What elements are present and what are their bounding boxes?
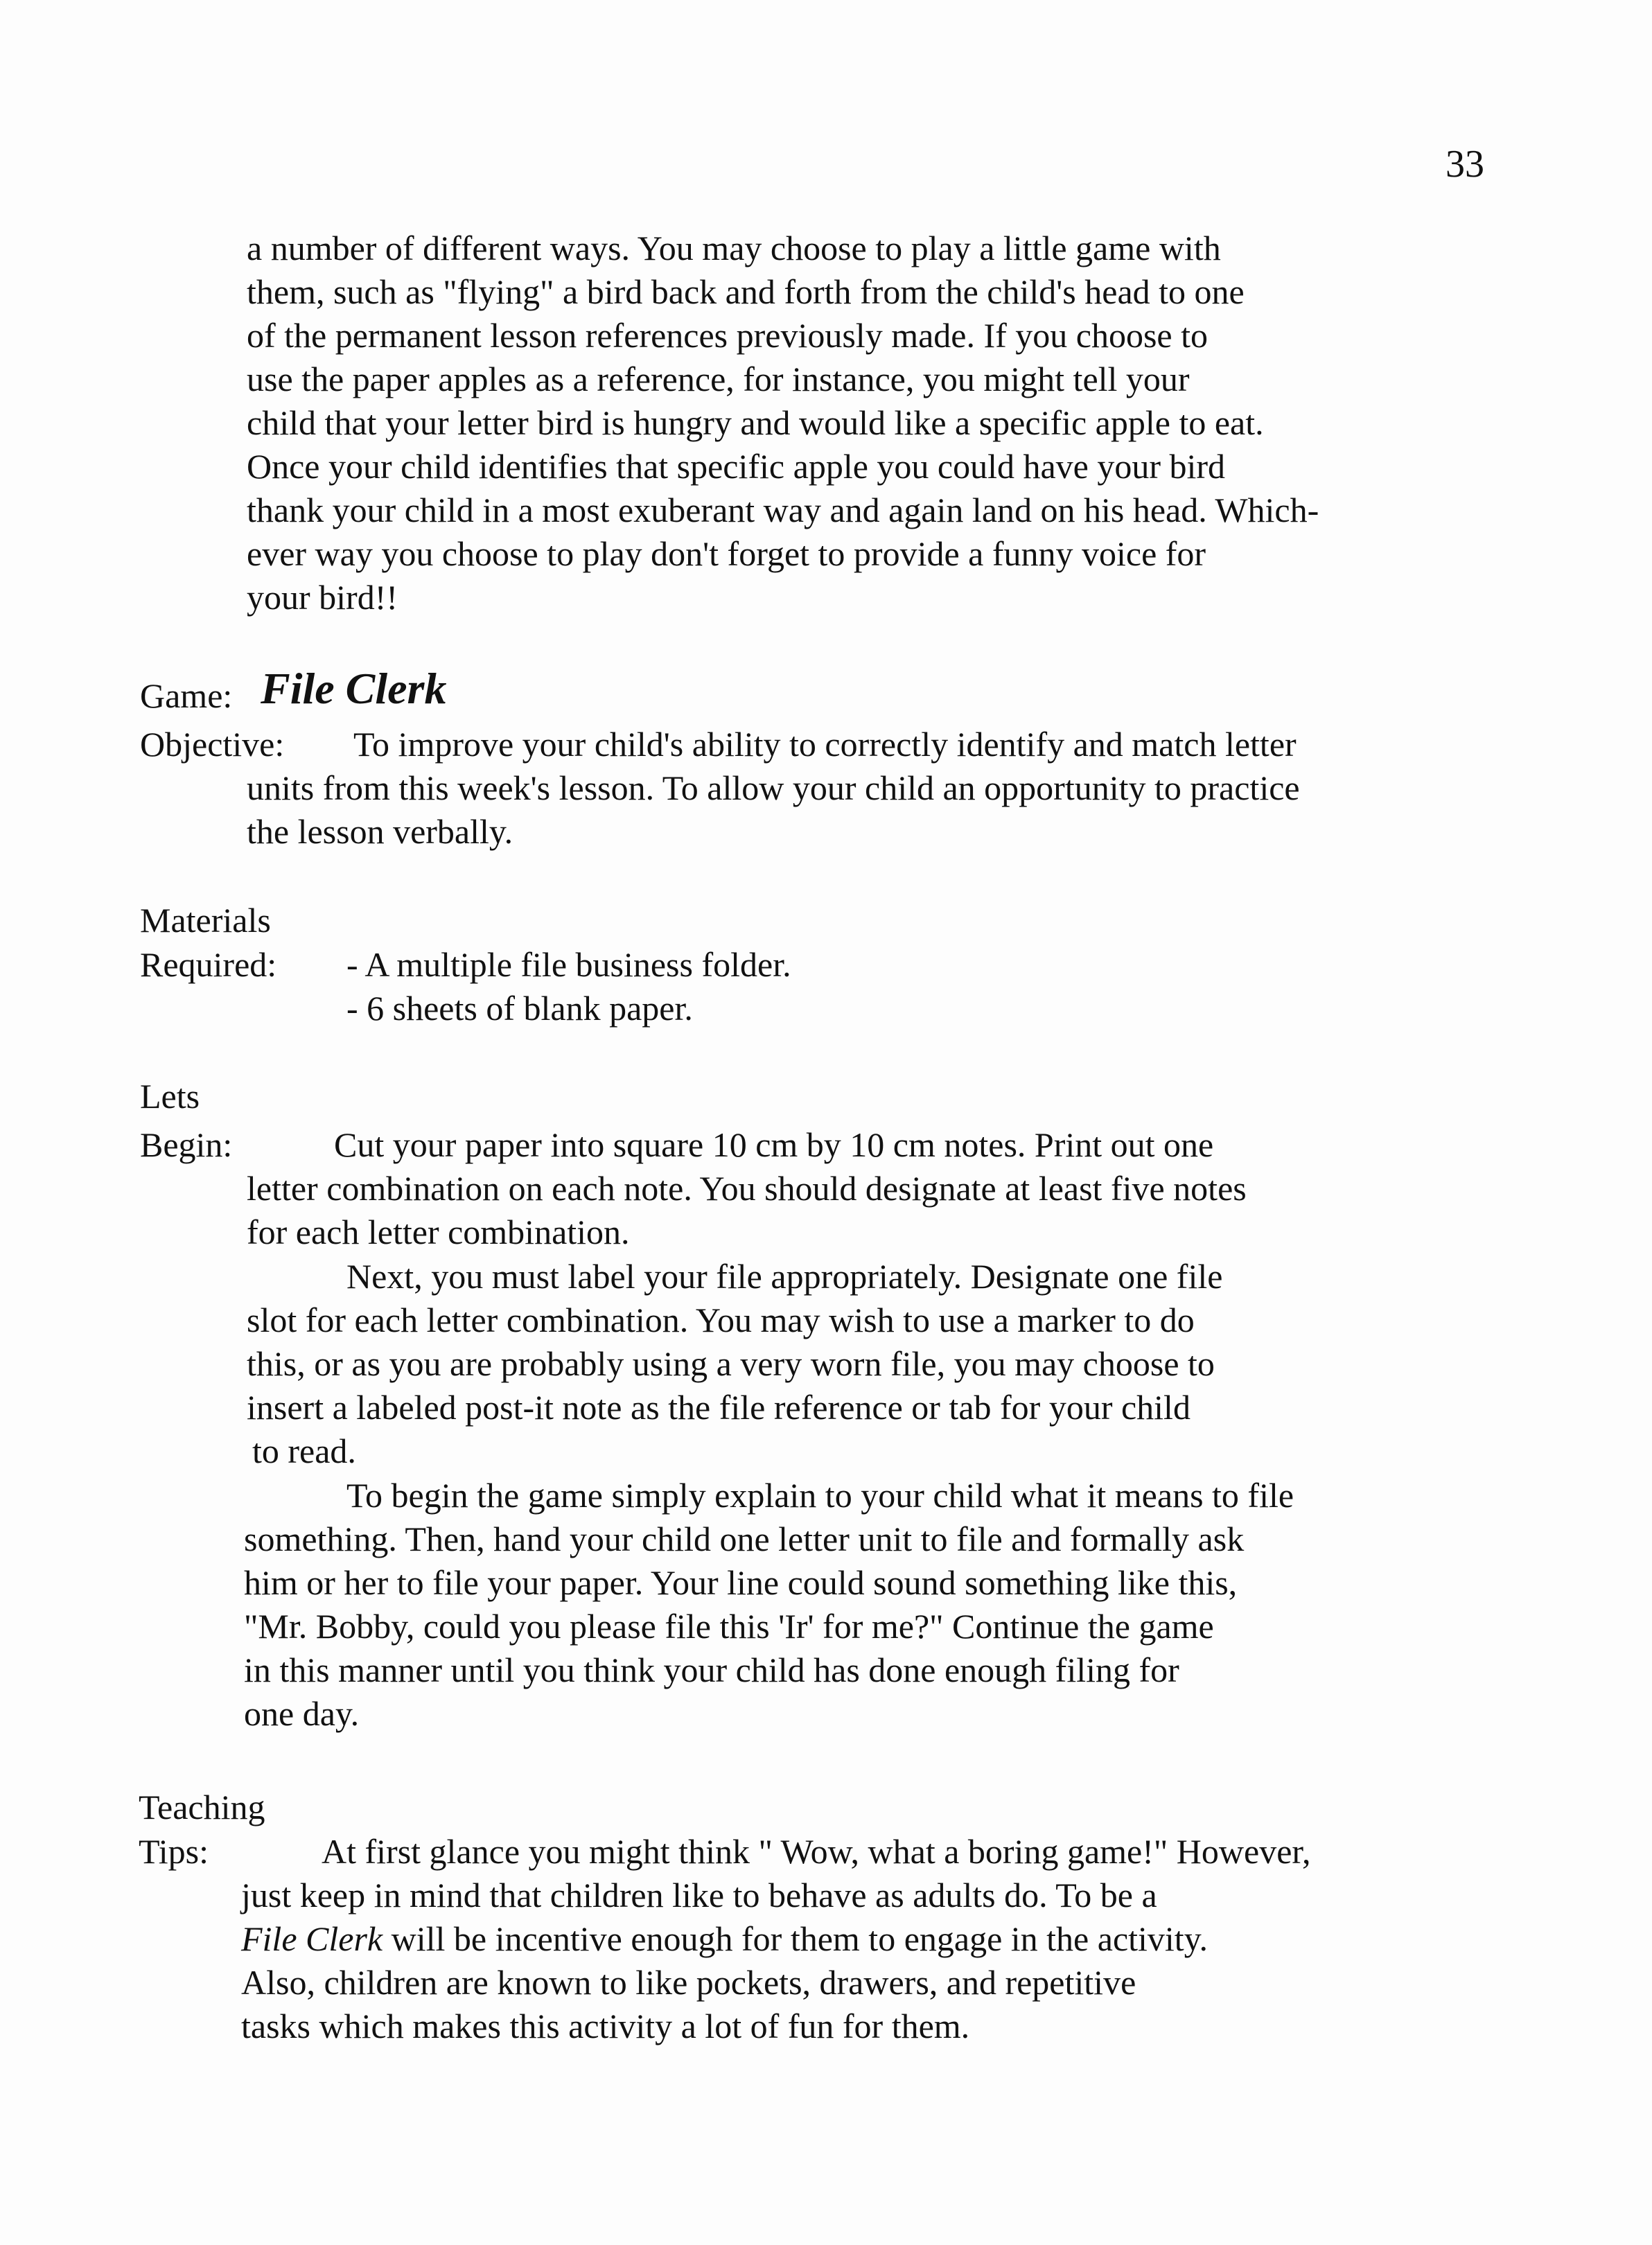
objective-line: To improve your child's ability to correctly identify and match letter [353,725,1297,764]
lets-begin-line: Cut your paper into square 10 cm by 10 cm notes. Print out one [334,1125,1214,1164]
materials-label: Materials [140,901,271,940]
teaching-tips-line-rest: will be incentive enough for them to engage in the activity. [383,1919,1208,1958]
intro-line: of the permanent lesson references previously made. If you choose to [247,316,1209,355]
lets-begin-line: insert a labeled post-it note as the file reference or tab for your child [247,1388,1190,1427]
lets-begin-line: one day. [244,1694,360,1733]
materials-item: - 6 sheets of blank paper. [346,989,693,1028]
lets-begin-line: to read. [252,1432,356,1470]
materials-item: - A multiple file business folder. [346,945,791,984]
page-number: 33 [1446,143,1484,186]
objective-line: units from this week's lesson. To allow your child an opportunity to practice [247,768,1300,807]
intro-line: ever way you choose to play don't forget to provide a funny voice for [247,534,1206,573]
intro-line: them, such as "flying" a bird back and forth from the child's head to one [247,272,1245,311]
intro-line: your bird!! [247,578,398,617]
lets-begin-line: him or her to file your paper. Your line could sound something like this, [244,1563,1238,1602]
teaching-tips-line [241,1917,1208,1961]
game-title: File Clerk [261,664,447,713]
lets-begin-label: Lets [140,1077,200,1116]
lets-begin-line: something. Then, hand your child one letter unit to file and formally ask [244,1520,1245,1558]
teaching-tips-label: Teaching [139,1788,265,1826]
lets-begin-label: Begin: [140,1125,233,1164]
lets-begin-line: To begin the game simply explain to your child what it means to file [346,1476,1294,1515]
teaching-tips-line: Also, children are known to like pockets, drawers, and repetitive [241,1963,1136,2002]
objective-line: the lesson verbally. [247,812,513,851]
lets-begin-line: this, or as you are probably using a very worn file, you may choose to [247,1344,1215,1383]
teaching-tips-line: just keep in mind that children like to behave as adults do. To be a [241,1876,1157,1914]
teaching-tips-line: tasks which makes this activity a lot of fun for them. [241,2007,970,2045]
teaching-tips-line: At first glance you might think " Wow, what a boring game!" However, [322,1832,1311,1871]
materials-label: Required: [140,945,277,984]
lets-begin-line: in this manner until you think your child has done enough filing for [244,1650,1179,1689]
file-clerk-emphasis: File Clerk [241,1919,383,1958]
teaching-tips-label: Tips: [139,1832,209,1871]
intro-line: Once your child identifies that specific apple you could have your bird [247,447,1226,486]
lets-begin-line: slot for each letter combination. You may wish to use a marker to do [247,1301,1195,1339]
lets-begin-line: Next, you must label your file appropriately. Designate one file [346,1257,1223,1296]
lets-begin-line: "Mr. Bobby, could you please file this 'Ir' for me?" Continue the game [244,1607,1214,1646]
intro-line: thank your child in a most exuberant way and again land on his head. Which- [247,491,1319,529]
game-label: Game: [140,676,233,715]
intro-line: child that your letter bird is hungry and would like a specific apple to eat. [247,403,1264,442]
objective-label: Objective: [140,725,285,764]
lets-begin-line: for each letter combination. [247,1213,630,1251]
intro-line: use the paper apples as a reference, for instance, you might tell your [247,360,1190,398]
lets-begin-line: letter combination on each note. You should designate at least five notes [247,1169,1247,1208]
intro-line: a number of different ways. You may choose to play a little game with [247,229,1221,267]
